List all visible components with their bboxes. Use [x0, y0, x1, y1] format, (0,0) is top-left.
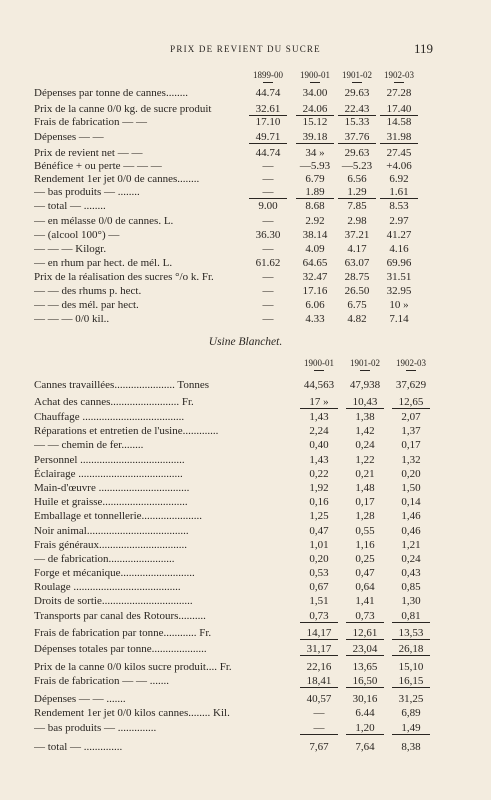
row-value: 1,43 [309, 411, 329, 423]
row-value: 13,65 [352, 661, 378, 673]
section2-rule [300, 622, 338, 623]
section2-rule [346, 655, 384, 656]
row-value: 44.74 [255, 87, 281, 99]
row-value: 64.65 [302, 257, 328, 269]
row-value: 1,32 [401, 454, 421, 466]
table-row [34, 242, 454, 256]
row-label: — — chemin de fer........ [34, 439, 144, 451]
table-row [34, 467, 454, 481]
row-value: 0,47 [309, 525, 329, 537]
row-label: — bas produits — ........ [34, 186, 140, 198]
section2-rule [392, 687, 430, 688]
row-label: Prix de la canne 0/0 kilos sucre produit.... Fr. [34, 661, 232, 673]
row-label: — — des rhums p. hect. [34, 285, 142, 297]
row-label: — en rhum par hect. de mél. L. [34, 257, 173, 269]
row-value: 4.33 [305, 313, 325, 325]
row-value: 7,64 [355, 741, 375, 753]
row-value: 7.85 [347, 200, 367, 212]
table-row [34, 566, 454, 580]
row-value: 0,85 [401, 581, 421, 593]
row-value: 4.82 [347, 313, 367, 325]
row-value: 6.44 [355, 707, 375, 719]
row-value: 0,64 [355, 581, 375, 593]
table1-column-dash [310, 82, 320, 83]
row-value: 1,16 [355, 539, 375, 551]
row-value: — [262, 299, 274, 311]
row-label: — total — ........ [34, 200, 106, 212]
row-value: 34 » [305, 147, 325, 159]
row-value: 39.18 [302, 131, 328, 143]
row-value: 8.53 [389, 200, 409, 212]
row-label: Éclairage ...................................... [34, 468, 183, 480]
row-value: 0,24 [401, 553, 421, 565]
row-label: — total — .............. [34, 741, 123, 753]
table1-rule [338, 115, 376, 116]
row-value: 31,17 [306, 643, 332, 655]
row-value: 0,14 [401, 496, 421, 508]
row-value: 15,10 [398, 661, 424, 673]
row-label: Noir animal..................................... [34, 525, 189, 537]
row-value: — [313, 722, 325, 734]
row-value: 10 » [389, 299, 409, 311]
row-label: Dépenses totales par tonne.................... [34, 643, 207, 655]
row-value: — [262, 285, 274, 297]
row-value: 6.75 [347, 299, 367, 311]
table-row [34, 524, 454, 538]
row-value: 0,47 [355, 567, 375, 579]
section2-rule [392, 734, 430, 735]
row-value: 2.97 [389, 215, 409, 227]
row-value: 37.21 [344, 229, 370, 241]
row-value: 0,17 [355, 496, 375, 508]
row-value: 1,25 [309, 510, 329, 522]
table1-column-dash [263, 82, 273, 83]
table-row [34, 481, 454, 495]
row-value: 16,15 [398, 675, 424, 687]
row-value: 7.14 [389, 313, 409, 325]
row-value: 1,30 [401, 595, 421, 607]
table-row [34, 270, 454, 284]
table1-column-header [34, 68, 454, 82]
section2-rule [300, 687, 338, 688]
row-value: 24.06 [302, 103, 328, 115]
row-label: — en mélasse 0/0 de cannes. L. [34, 215, 174, 227]
row-value: 1,92 [309, 482, 329, 494]
row-value: 0,20 [309, 553, 329, 565]
row-value: 37.76 [344, 131, 370, 143]
table-row [34, 706, 454, 720]
row-value: 49.71 [255, 131, 281, 143]
row-value: 17 » [309, 396, 329, 408]
row-value: 47,938 [349, 379, 381, 391]
row-value: 12,61 [352, 627, 378, 639]
table-row [34, 199, 454, 213]
table-row [34, 159, 454, 173]
section2-rule [392, 622, 430, 623]
table1-rule [296, 198, 334, 199]
row-label: Prix de la réalisation des sucres °/o k. Fr. [34, 271, 214, 283]
row-value: 0,53 [309, 567, 329, 579]
section2-rule [346, 408, 384, 409]
row-value: 1,22 [355, 454, 375, 466]
table1-rule [249, 115, 287, 116]
row-value: 12,65 [398, 396, 424, 408]
section2-column-dash [360, 370, 370, 371]
row-label: — bas produits — .............. [34, 722, 157, 734]
row-value: 40,57 [306, 693, 332, 705]
table-row [34, 424, 454, 438]
row-value: 0,16 [309, 496, 329, 508]
row-value: 1,20 [355, 722, 375, 734]
row-label: Bénéfice + ou perte — — — [34, 160, 162, 172]
row-value: 32.47 [302, 271, 328, 283]
section2-rule [300, 639, 338, 640]
row-value: 44,563 [303, 379, 335, 391]
row-value: 41.27 [386, 229, 412, 241]
row-value: 1,49 [401, 722, 421, 734]
section2-column-dash [314, 370, 324, 371]
row-value: 0,73 [355, 610, 375, 622]
row-value: 15.12 [302, 116, 328, 128]
section2-column-label: 1900-01 [304, 358, 334, 368]
section2-rule [300, 408, 338, 409]
table-row [34, 185, 454, 199]
row-value: 14,17 [306, 627, 332, 639]
section2-rule [346, 622, 384, 623]
section2-rule [392, 408, 430, 409]
row-value: 0,25 [355, 553, 375, 565]
row-value: 29.63 [344, 87, 370, 99]
row-value: 0,46 [401, 525, 421, 537]
row-value: 1,43 [309, 454, 329, 466]
table-row [34, 453, 454, 467]
row-label: Prix de revient net — — [34, 147, 143, 159]
row-value: 1,42 [355, 425, 375, 437]
row-label: Emballage et tonnellerie...................... [34, 510, 203, 522]
row-value: 26,18 [398, 643, 424, 655]
row-value: 37,629 [395, 379, 427, 391]
row-value: — [262, 215, 274, 227]
table-row [34, 395, 454, 409]
row-value: 1.61 [389, 186, 409, 198]
row-value: 13,53 [398, 627, 424, 639]
table-row [34, 740, 454, 754]
row-value: 1,51 [309, 595, 329, 607]
row-value: 4.17 [347, 243, 367, 255]
row-label: Dépenses — — ....... [34, 693, 126, 705]
row-value: 1.89 [305, 186, 325, 198]
row-value: 0,21 [355, 468, 375, 480]
table-row [34, 594, 454, 608]
table-row [34, 284, 454, 298]
row-value: 1,50 [401, 482, 421, 494]
row-value: 36.30 [255, 229, 281, 241]
table-row [34, 609, 454, 623]
section2-column-label: 1901-02 [350, 358, 380, 368]
row-value: 1.29 [347, 186, 367, 198]
row-value: 1,48 [355, 482, 375, 494]
row-value: 69.96 [386, 257, 412, 269]
row-value: 6.56 [347, 173, 367, 185]
table1-column-label: 1901-02 [342, 70, 372, 80]
row-value: 61.62 [255, 257, 281, 269]
row-value: 31,25 [398, 693, 424, 705]
table1-column-dash [352, 82, 362, 83]
row-label: Rendement 1er jet 0/0 kilos cannes........ Kil. [34, 707, 230, 719]
table1-rule [249, 143, 287, 144]
row-label: Rendement 1er jet 0/0 de cannes........ [34, 173, 200, 185]
section2-column-dash [406, 370, 416, 371]
row-value: 22.43 [344, 103, 370, 115]
section2-rule [300, 655, 338, 656]
row-value: 6.06 [305, 299, 325, 311]
section2-column-header [34, 356, 454, 370]
section2-rule [392, 655, 430, 656]
row-value: 1,21 [401, 539, 421, 551]
table-row [34, 312, 454, 326]
row-value: 2,07 [401, 411, 421, 423]
row-value: 44.74 [255, 147, 281, 159]
row-value: 0,81 [401, 610, 421, 622]
row-value: 30,16 [352, 693, 378, 705]
table-row [34, 256, 454, 270]
row-label: Huile et graisse............................... [34, 496, 188, 508]
table1-rule [380, 115, 418, 116]
table-row [34, 674, 454, 688]
row-value: — [262, 271, 274, 283]
row-value: — [313, 707, 325, 719]
table-row [34, 130, 454, 144]
row-value: 9.00 [258, 200, 278, 212]
table-row [34, 115, 454, 129]
row-value: 0,43 [401, 567, 421, 579]
row-label: Réparations et entretien de l'usine............. [34, 425, 219, 437]
table1-rule [380, 198, 418, 199]
running-header [0, 40, 491, 60]
row-label: Frais de fabrication par tonne............ Fr. [34, 627, 212, 639]
table-row [34, 172, 454, 186]
row-value: 7,67 [309, 741, 329, 753]
row-label: Main-d'œuvre ................................. [34, 482, 190, 494]
row-value: 6.79 [305, 173, 325, 185]
table-row [34, 410, 454, 424]
table-row [34, 580, 454, 594]
row-value: 34.00 [302, 87, 328, 99]
row-value: 0,20 [401, 468, 421, 480]
table-row [34, 509, 454, 523]
row-value: 29.63 [344, 147, 370, 159]
row-value: — [262, 160, 274, 172]
row-value: 27.45 [386, 147, 412, 159]
section2-column-label: 1902-03 [396, 358, 426, 368]
table-row [34, 298, 454, 312]
row-value: 1,28 [355, 510, 375, 522]
table1-rule [380, 143, 418, 144]
row-label: Frais généraux................................ [34, 539, 188, 551]
section2-rule [300, 734, 338, 735]
row-label: Chauffage ..................................... [34, 411, 185, 423]
row-value: — [262, 313, 274, 325]
row-value: 18,41 [306, 675, 332, 687]
row-label: Frais de fabrication — — [34, 116, 148, 128]
row-value: —5.93 [299, 160, 331, 172]
table1-column-dash [394, 82, 404, 83]
table-row [34, 214, 454, 228]
row-value: 38.14 [302, 229, 328, 241]
row-value: 2,24 [309, 425, 329, 437]
row-label: Droits de sortie................................. [34, 595, 193, 607]
row-value: 0,67 [309, 581, 329, 593]
row-value: — [262, 243, 274, 255]
row-value: —5.23 [341, 160, 373, 172]
table-row [34, 626, 454, 640]
row-value: 14.58 [386, 116, 412, 128]
row-value: 0,55 [355, 525, 375, 537]
row-value: 1,37 [401, 425, 421, 437]
row-value: 2.98 [347, 215, 367, 227]
row-value: 32.61 [255, 103, 281, 115]
row-label: — — des mél. par hect. [34, 299, 139, 311]
row-value: 6.92 [389, 173, 409, 185]
table-row [34, 228, 454, 242]
row-label: Achat des cannes......................... Fr. [34, 396, 194, 408]
row-value: 32.95 [386, 285, 412, 297]
row-value: 0,17 [401, 439, 421, 451]
row-value: 0,24 [355, 439, 375, 451]
row-label: Forge et mécanique........................... [34, 567, 195, 579]
section-title: Usine Blanchet. [208, 336, 283, 348]
row-value: 6,89 [401, 707, 421, 719]
row-label: Dépenses par tonne de cannes........ [34, 87, 188, 99]
table1-rule [296, 115, 334, 116]
row-value: 4.09 [305, 243, 325, 255]
table1-rule [296, 143, 334, 144]
row-label: Prix de la canne 0/0 kg. de sucre produit [34, 103, 212, 115]
section2-rule [392, 639, 430, 640]
table-row [34, 102, 454, 116]
row-label: Personnel ...................................... [34, 454, 185, 466]
row-value: 8,38 [401, 741, 421, 753]
row-value: 26.50 [344, 285, 370, 297]
row-label: Dépenses — — [34, 131, 104, 143]
row-value: +4.06 [386, 160, 412, 172]
table-row [34, 378, 454, 392]
row-value: 17.10 [255, 116, 281, 128]
section2-rule [346, 734, 384, 735]
table1-column-label: 1902-03 [384, 70, 414, 80]
row-label: Transports par canal des Rotours.......... [34, 610, 206, 622]
row-value: 17.40 [386, 103, 412, 115]
row-value: 17.16 [302, 285, 328, 297]
row-label: — — — Kilogr. [34, 243, 107, 255]
row-label: — (alcool 100°) — [34, 229, 120, 241]
row-label: — — — 0/0 kil.. [34, 313, 110, 325]
table1-rule [338, 198, 376, 199]
row-label: Frais de fabrication — — ....... [34, 675, 170, 687]
table-row [34, 495, 454, 509]
row-value: 31.51 [386, 271, 412, 283]
table1-rule [338, 143, 376, 144]
running-title: PRIX DE REVIENT DU SUCRE [170, 44, 321, 54]
row-value: 8.68 [305, 200, 325, 212]
row-value: 0,22 [309, 468, 329, 480]
row-label: Roulage ....................................... [34, 581, 181, 593]
section2-rule [346, 639, 384, 640]
row-value: 22,16 [306, 661, 332, 673]
row-value: 1,01 [309, 539, 329, 551]
table1-rule [249, 198, 287, 199]
table-row [34, 552, 454, 566]
row-value: 1,41 [355, 595, 375, 607]
row-label: — de fabrication........................ [34, 553, 175, 565]
row-value: 15.33 [344, 116, 370, 128]
table1-column-label: 1899-00 [253, 70, 283, 80]
row-value: 23,04 [352, 643, 378, 655]
row-value: 1,46 [401, 510, 421, 522]
table-row [34, 660, 454, 674]
table-row [34, 538, 454, 552]
page-number: 119 [413, 41, 433, 56]
row-value: 16,50 [352, 675, 378, 687]
table1-column-label: 1900-01 [300, 70, 330, 80]
row-value: 10,43 [352, 396, 378, 408]
row-value: 28.75 [344, 271, 370, 283]
table-row [34, 86, 454, 100]
row-value: 0,40 [309, 439, 329, 451]
row-value: — [262, 173, 274, 185]
table-row [34, 721, 454, 735]
table-row [34, 146, 454, 160]
row-value: 4.16 [389, 243, 409, 255]
table-row [34, 692, 454, 706]
row-value: 63.07 [344, 257, 370, 269]
row-value: 0,73 [309, 610, 329, 622]
row-label: Cannes travaillées...................... Tonnes [34, 379, 209, 391]
table-row [34, 642, 454, 656]
row-value: 2.92 [305, 215, 325, 227]
row-value: 1,38 [355, 411, 375, 423]
row-value: 31.98 [386, 131, 412, 143]
section2-rule [346, 687, 384, 688]
row-value: 27.28 [386, 87, 412, 99]
row-value: — [262, 186, 274, 198]
table-row [34, 438, 454, 452]
